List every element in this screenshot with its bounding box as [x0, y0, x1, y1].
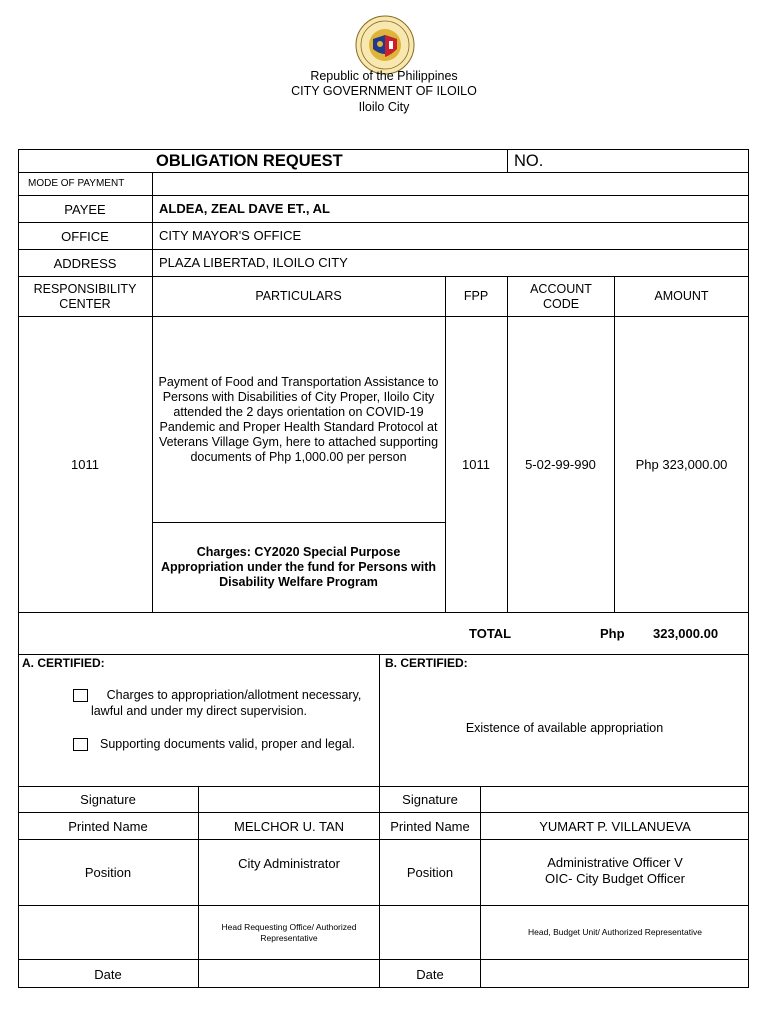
b-printed-name-label: Printed Name	[390, 818, 470, 834]
form-title: OBLIGATION REQUEST	[156, 152, 343, 170]
b-position-line2: OIC- City Budget Officer	[545, 871, 685, 886]
a-date-field[interactable]	[199, 960, 379, 988]
cell-amount: Php 323,000.00	[635, 457, 728, 472]
b-signature-label: Signature	[402, 792, 458, 807]
a-position-label: Position	[84, 865, 132, 880]
mode-of-payment-label: MODE OF PAYMENT	[28, 178, 125, 189]
header-amount: AMOUNT	[654, 289, 709, 303]
cell-fpp: 1011	[462, 457, 490, 472]
certified-b-title: B. CERTIFIED:	[385, 656, 468, 670]
b-signature-field[interactable]	[481, 787, 749, 812]
address-label: ADDRESS	[53, 255, 117, 271]
a-signature-field[interactable]	[199, 787, 379, 812]
header-particulars: PARTICULARS	[255, 289, 342, 303]
certified-a-item2: Supporting documents valid, proper and legal.	[100, 737, 356, 751]
office-label: OFFICE	[61, 228, 109, 244]
header-iloilo-city: Iloilo City	[358, 100, 410, 114]
header-republic: Republic of the Philippines	[310, 69, 458, 83]
b-printed-name-value: YUMART P. VILLANUEVA	[539, 818, 691, 834]
certified-b-text: Existence of available appropriation	[465, 720, 664, 735]
cell-responsibility-center: 1011	[71, 457, 99, 472]
header-city-government: CITY GOVERNMENT OF ILOILO	[291, 84, 477, 98]
b-date-label: Date	[416, 966, 444, 982]
office-value: CITY MAYOR'S OFFICE	[159, 228, 302, 243]
a-caption: Head Requesting Office/ Authorized Representative	[221, 921, 357, 943]
a-date-label: Date	[94, 966, 122, 982]
a-position-value: City Administrator	[238, 856, 340, 871]
b-position-line1: Administrative Officer V	[547, 855, 683, 870]
b-caption: Head, Budget Unit/ Authorized Representative	[528, 927, 702, 937]
b-position-label: Position	[406, 865, 454, 880]
total-value: 323,000.00	[653, 626, 719, 641]
cell-charges: Charges: CY2020 Special Purpose Appropriation under the fund for Persons with Disability Welfare Program	[161, 545, 436, 589]
certified-a-item1: Charges to appropriation/allotment necessary, lawful and under my direct supervision.	[90, 688, 362, 718]
city-seal-icon	[355, 15, 415, 75]
cell-particulars: Payment of Food and Transportation Assistance to Persons with Disabilities of City Proper, Iloilo City attended the 2 days orientation on COVID-19 Pandemic and Proper Health Standard Protocol at Veterans Village Gym, here to attached supporting documents of Php 1,000.00 per person	[158, 375, 439, 464]
a-printed-name-label: Printed Name	[68, 818, 148, 834]
total-label: TOTAL	[469, 626, 512, 641]
cell-account-code: 5-02-99-990	[525, 457, 596, 472]
header-fpp: FPP	[463, 289, 489, 303]
form-number-label: NO.	[514, 152, 544, 170]
address-value: PLAZA LIBERTAD, ILOILO CITY	[159, 255, 348, 270]
b-date-field[interactable]	[481, 960, 749, 988]
certified-a-title: A. CERTIFIED:	[22, 656, 105, 670]
payee-label: PAYEE	[64, 201, 106, 217]
header-responsibility-center: RESPONSIBILITY CENTER	[33, 281, 137, 311]
total-currency: Php	[600, 626, 625, 641]
payee-value: ALDEA, ZEAL DAVE ET., AL	[159, 201, 330, 216]
a-signature-label: Signature	[80, 792, 136, 807]
header-account-code: ACCOUNT CODE	[530, 281, 592, 311]
a-printed-name-value: MELCHOR U. TAN	[233, 818, 345, 834]
